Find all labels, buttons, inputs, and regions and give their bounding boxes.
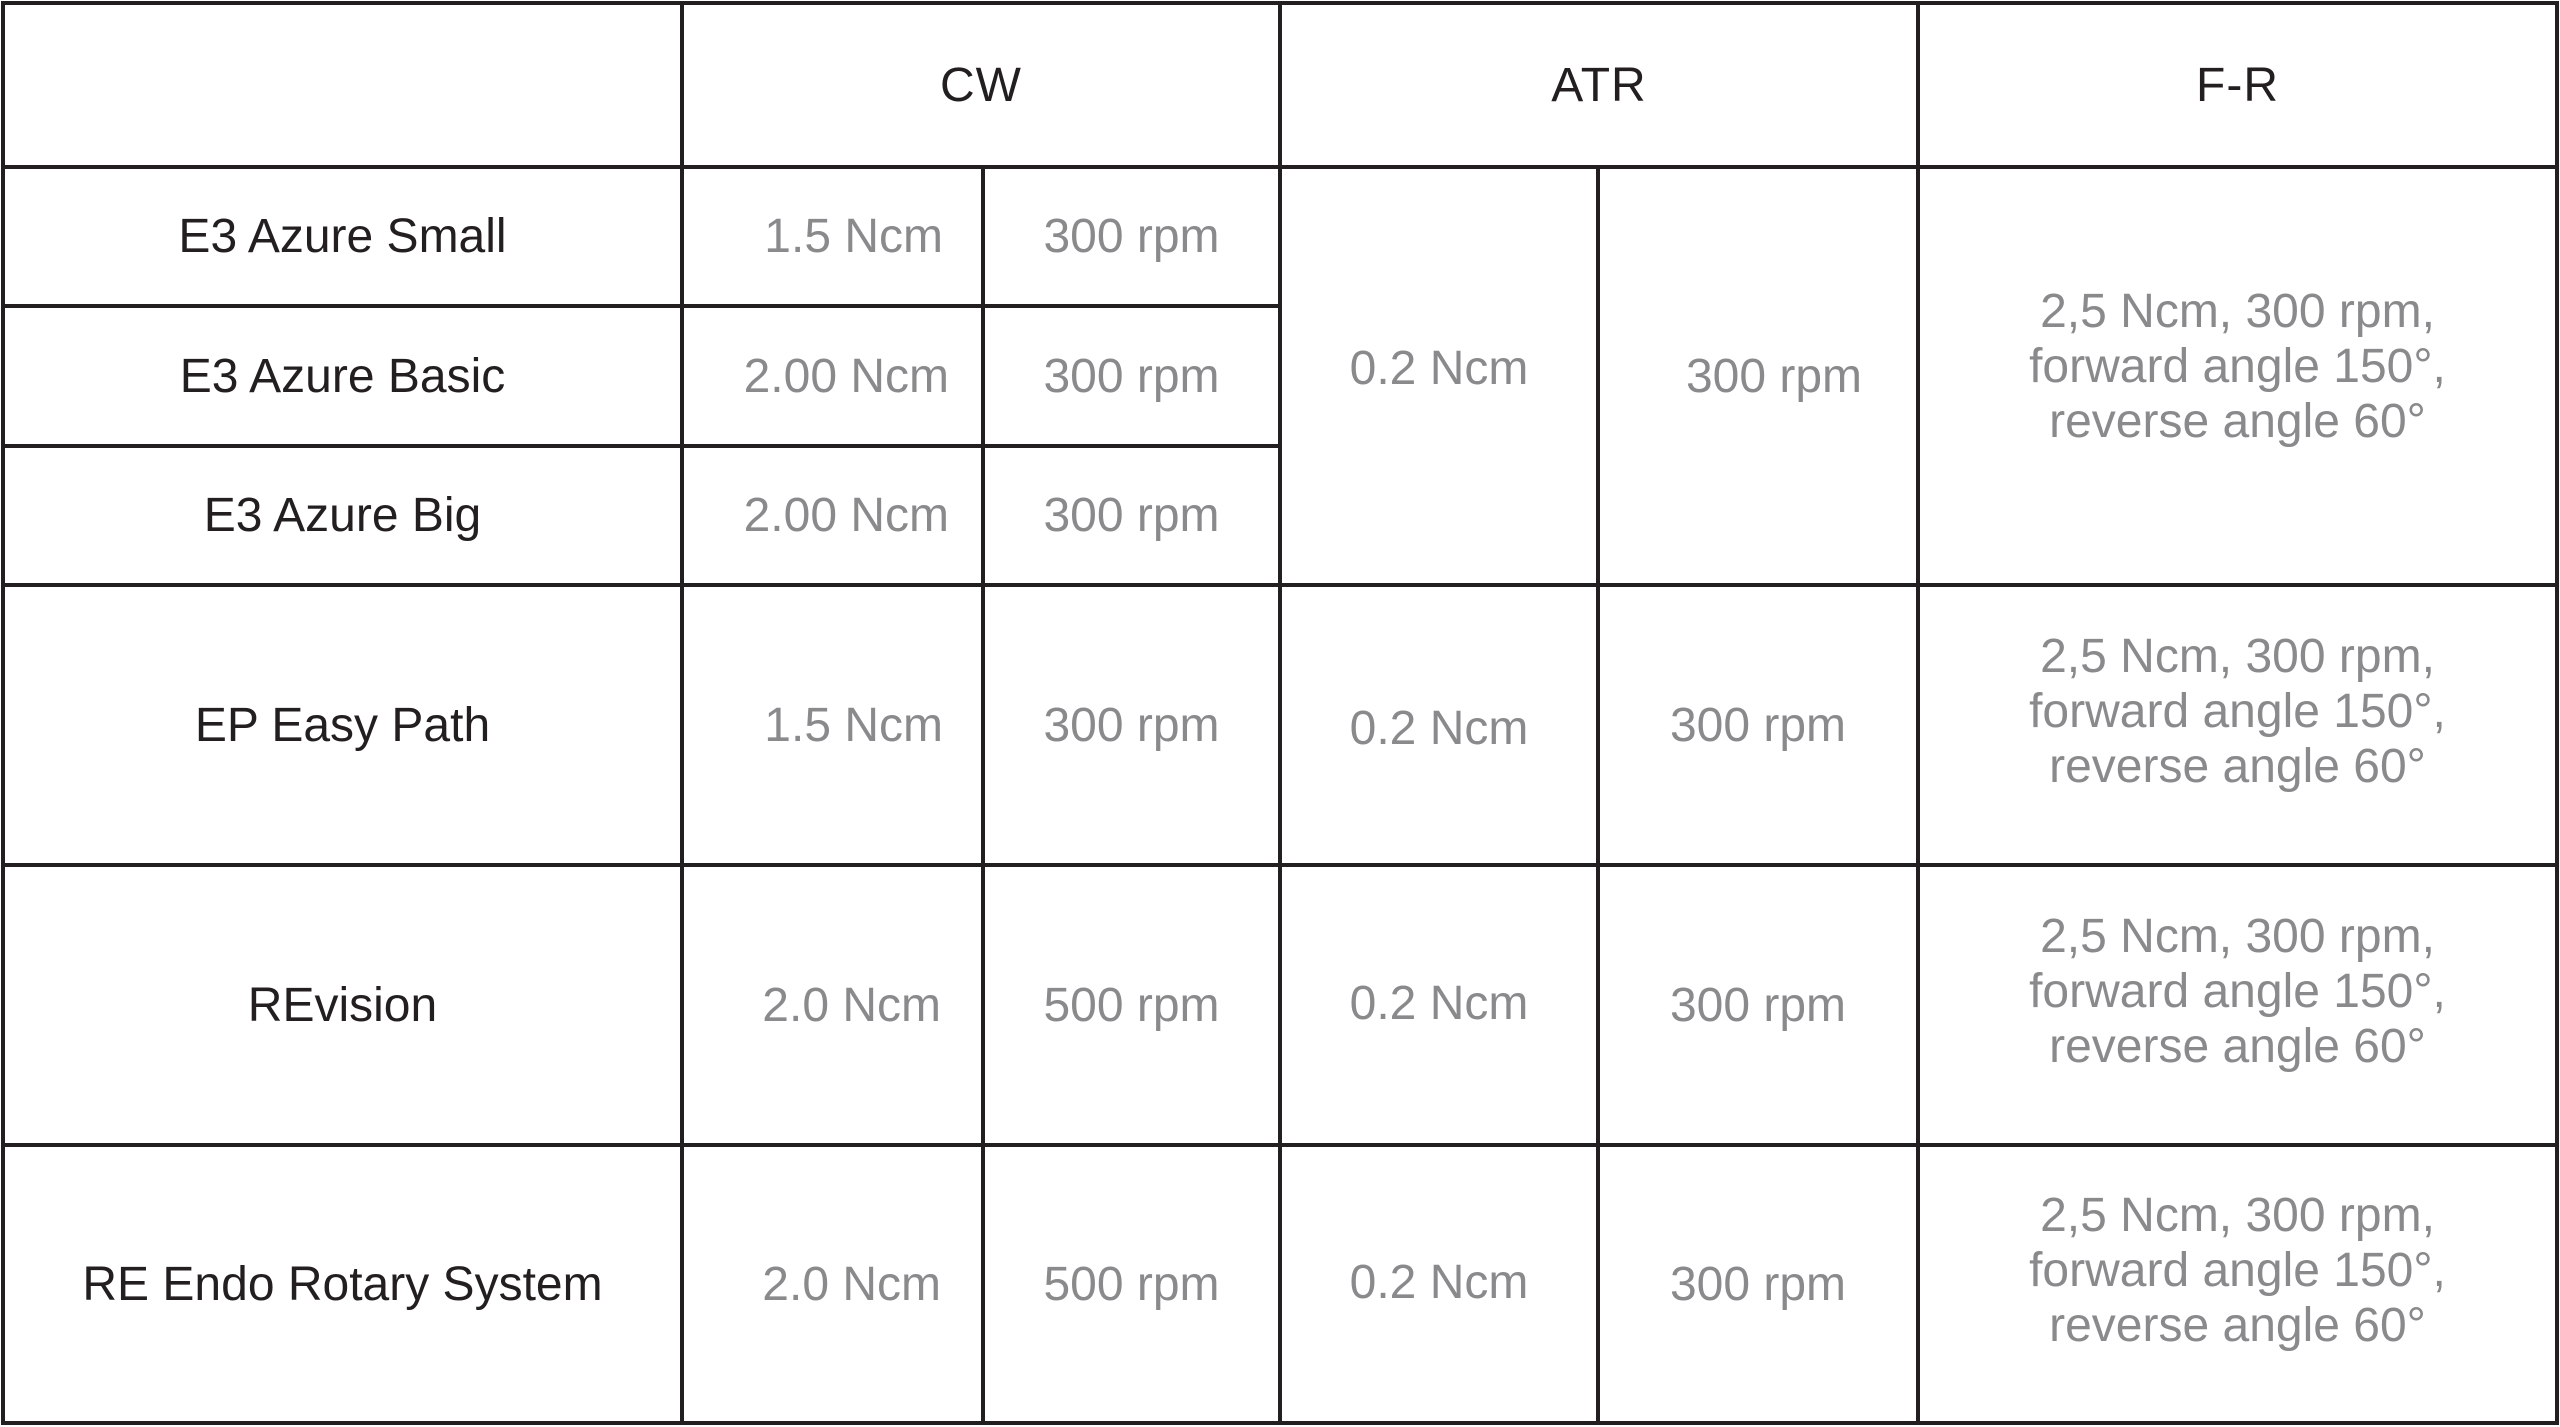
- atr-speed-e3-group: 300 rpm: [1685, 349, 1863, 403]
- fr-line-1: 2,5 Ncm, 300 rpm,: [2040, 629, 2435, 683]
- fr-line-2: forward angle 150°,: [2029, 684, 2446, 738]
- fr-settings-e3-group: [1918, 167, 2557, 585]
- header-atr: ATR: [1551, 58, 1647, 112]
- row-name-e3-azure-small: E3 Azure Small: [178, 210, 507, 263]
- fr-settings-revision: [1918, 865, 2557, 1145]
- cw-speed-revision: 500 rpm: [1043, 978, 1220, 1032]
- cw-torque-ep-easy-path: 1.5 Ncm: [764, 698, 943, 752]
- header-cw: CW: [940, 58, 1022, 112]
- atr-torque-re-endo-rotary-system: 0.2 Ncm: [1349, 1255, 1529, 1309]
- cw-torque-revision: 2.0 Ncm: [762, 978, 941, 1032]
- row-name-e3-azure-big: E3 Azure Big: [203, 489, 482, 542]
- fr-line-1: 2,5 Ncm, 300 rpm,: [2040, 909, 2435, 963]
- fr-settings-ep-easy-path: [1918, 585, 2557, 865]
- cw-speed-re-endo-rotary-system: 500 rpm: [1043, 1257, 1220, 1311]
- atr-torque-ep-easy-path: 0.2 Ncm: [1349, 701, 1529, 755]
- cw-speed-e3-azure-big: 300 rpm: [1043, 489, 1220, 542]
- cw-torque-e3-azure-basic: 2.00 Ncm: [743, 349, 949, 403]
- cw-torque-re-endo-rotary-system: 2.0 Ncm: [762, 1257, 941, 1311]
- atr-speed-revision: 300 rpm: [1669, 978, 1847, 1032]
- row-name-re-endo-rotary-system: RE Endo Rotary System: [82, 1257, 603, 1311]
- row-name-ep-easy-path: EP Easy Path: [194, 698, 491, 752]
- header-fr: F-R: [2196, 58, 2279, 112]
- cw-torque-e3-azure-small: 1.5 Ncm: [764, 210, 943, 263]
- cw-torque-e3-azure-big: 2.00 Ncm: [743, 489, 949, 542]
- fr-line-2: forward angle 150°,: [2029, 339, 2446, 393]
- cw-speed-ep-easy-path: 300 rpm: [1043, 698, 1220, 752]
- fr-line-3: reverse angle 60°: [2049, 1298, 2426, 1352]
- fr-line-3: reverse angle 60°: [2049, 739, 2426, 793]
- fr-line-1: 2,5 Ncm, 300 rpm,: [2040, 284, 2435, 338]
- cw-speed-e3-azure-basic: 300 rpm: [1043, 349, 1220, 403]
- fr-settings-re-endo-rotary-system: [1918, 1145, 2557, 1423]
- fr-line-3: reverse angle 60°: [2049, 1019, 2426, 1073]
- atr-speed-ep-easy-path: 300 rpm: [1669, 698, 1847, 752]
- atr-torque-revision: 0.2 Ncm: [1349, 976, 1529, 1030]
- fr-line-2: forward angle 150°,: [2029, 964, 2446, 1018]
- fr-line-3: reverse angle 60°: [2049, 394, 2426, 448]
- row-name-e3-azure-basic: E3 Azure Basic: [179, 349, 506, 403]
- fr-line-2: forward angle 150°,: [2029, 1243, 2446, 1297]
- atr-torque-e3-group: 0.2 Ncm: [1349, 341, 1529, 395]
- fr-line-1: 2,5 Ncm, 300 rpm,: [2040, 1188, 2435, 1242]
- row-name-revision: REvision: [247, 978, 438, 1032]
- atr-speed-re-endo-rotary-system: 300 rpm: [1669, 1257, 1847, 1311]
- cw-speed-e3-azure-small: 300 rpm: [1043, 210, 1220, 263]
